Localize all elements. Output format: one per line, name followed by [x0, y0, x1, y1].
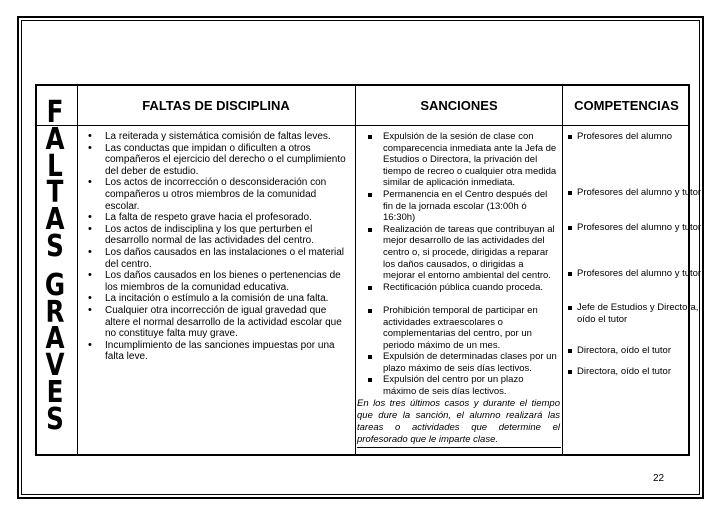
list-item: • Los daños causados en los bienes o pertenencias de los miembros de la comunidad educativa.	[86, 270, 348, 293]
table-divider	[355, 84, 356, 456]
list-item: • Los actos de incorrección o desconsideración con compañeros u otros miembros de la comunidad escolar.	[86, 177, 348, 212]
list-item: Jefe de Estudios y Directora, oído el tutor	[567, 302, 702, 325]
list-item: • La reiterada y sistemática comisión de faltas leves.	[86, 131, 348, 143]
side-letter: A	[45, 202, 65, 238]
side-letter: R	[45, 294, 65, 330]
sanciones-list	[365, 131, 558, 398]
list-item: Profesores del alumno y tutor	[567, 187, 702, 199]
list-item: • La falta de respeto grave hacia el profesorado.	[86, 212, 348, 224]
list-item: Directora, oído el tutor	[567, 366, 702, 378]
list-item: Expulsión del centro por un plazo máximo de seis días lectivos.	[365, 374, 558, 397]
list-item: Rectificación pública cuando proceda.	[365, 282, 558, 294]
faltas-list	[86, 131, 348, 363]
table-divider	[562, 84, 563, 456]
side-letter: V	[45, 348, 65, 384]
list-item: Permanencia en el Centro después del fin de la jornada escolar (13:00h ó 16:30h)	[365, 189, 558, 224]
page-number: 22	[653, 473, 665, 484]
sanctions-note: En los tres últimos casos y durante el tiempo que dure la sanción, el alumno realizará las tareas o actividades que determine el profesorado que le imparte clase.	[357, 398, 560, 445]
list-item: Directora, oído el tutor	[567, 345, 702, 357]
list-item: • Incumplimiento de las sanciones impuestas por una falta leve.	[86, 340, 348, 363]
header-divider	[35, 125, 690, 126]
side-letter: S	[46, 401, 64, 437]
list-item: Realización de tareas que contribuyan al mejor desarrollo de las actividades del centro o, si procede, dirigidas a reparar los daños causados, o dirigidas a mejorar el entorno ambiental del centro.	[365, 224, 558, 282]
list-item: Profesores del alumno y tutor	[567, 268, 702, 280]
list-item: Prohibición temporal de participar en actividades extraescolares o complementarias del centro, por un periodo máximo de un mes.	[365, 305, 558, 351]
side-letter: S	[46, 228, 64, 264]
header-competencias: COMPETENCIAS	[574, 98, 679, 113]
side-letter: A	[45, 321, 65, 357]
side-letter: E	[46, 374, 64, 410]
side-title-faltas-graves	[37, 95, 73, 437]
note-divider	[357, 447, 561, 448]
list-item: Expulsión de determinadas clases por un plazo máximo de seis días lectivos.	[365, 351, 558, 374]
table-divider	[77, 84, 78, 456]
list-item: • Cualquier otra incorrección de igual gravedad que altere el normal desarrollo de la actividad escolar que no constituye falta muy grave.	[86, 305, 348, 340]
list-item: • Los actos de indisciplina y los que perturben el desarrollo normal de las actividades del centro.	[86, 224, 348, 247]
list-item: • La incitación o estímulo a la comisión de una falta.	[86, 293, 348, 305]
list-item: Profesores del alumno y tutor	[567, 222, 702, 234]
header-faltas: FALTAS DE DISCIPLINA	[142, 98, 290, 113]
list-item: • Las conductas que impidan o dificulten a otros compañeros el ejercicio del derecho o el cumplimiento del deber de estudio.	[86, 143, 348, 178]
list-item: • Los daños causados en las instalaciones o el material del centro.	[86, 247, 348, 270]
side-letter: L	[47, 148, 63, 184]
side-letter: G	[44, 267, 66, 303]
list-item: Expulsión de la sesión de clase con comparecencia inmediata ante la Jefa de Estudios o Directora, la privación del tiempo de recreo o cualquier otra medida similar de aplicación inmediata.	[365, 131, 558, 189]
list-item: Profesores del alumno	[567, 131, 702, 143]
side-letter: T	[46, 175, 64, 211]
header-sanciones: SANCIONES	[420, 98, 498, 113]
side-letter: A	[45, 121, 65, 157]
side-letter: F	[46, 95, 64, 130]
